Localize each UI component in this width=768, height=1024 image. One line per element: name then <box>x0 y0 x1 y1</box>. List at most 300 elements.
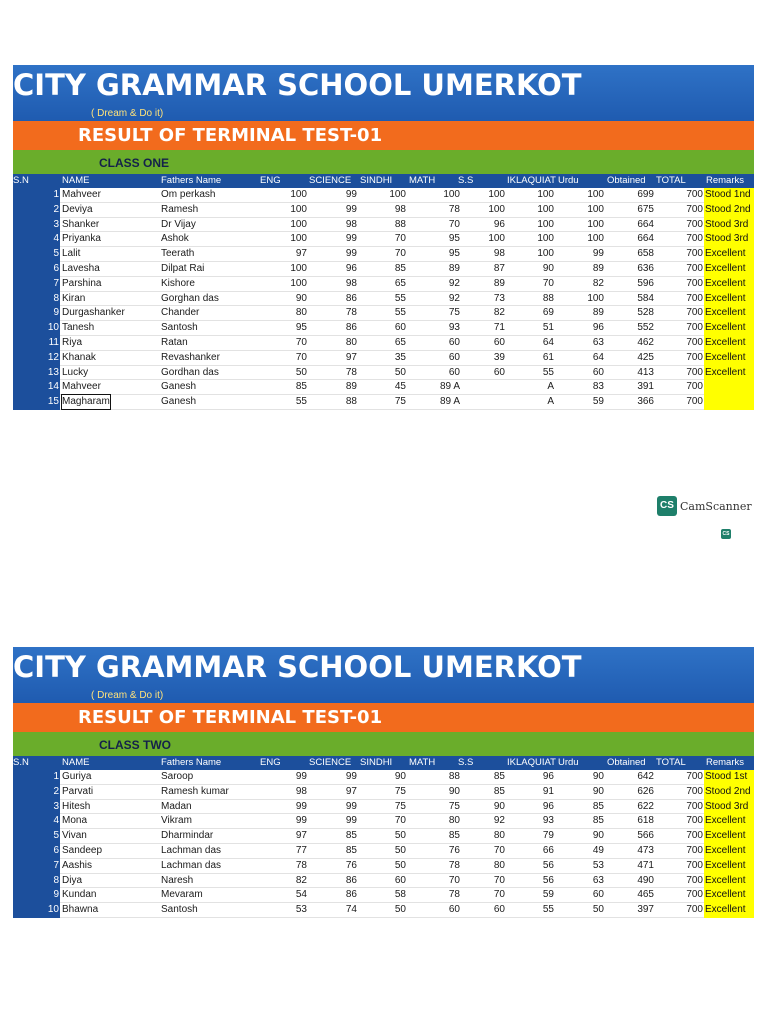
cell-ss: 89 <box>493 277 505 289</box>
serial-number-cell: 6 <box>13 262 60 277</box>
cell-ss: 60 <box>493 336 505 348</box>
cell-eng: 100 <box>290 233 307 245</box>
table-row <box>13 292 754 307</box>
cell-sindhi: 50 <box>394 904 406 916</box>
cell-father: Naresh <box>161 874 194 886</box>
cell-math: 89 A <box>439 381 460 393</box>
table-row <box>13 218 754 233</box>
column-header-sindhi: SINDHI <box>360 175 393 186</box>
cell-eng: 100 <box>290 218 307 230</box>
cell-math: 60 <box>448 904 460 916</box>
school-motto: ( Dream & Do it) <box>91 108 164 119</box>
cell-name: Priyanka <box>62 233 101 245</box>
column-header-father: Fathers Name <box>161 757 222 768</box>
cell-father: Dr Vijay <box>161 218 196 230</box>
serial-number-cell: 9 <box>13 888 60 903</box>
cell-eng: 85 <box>295 381 307 393</box>
cell-sindhi: 70 <box>394 815 406 827</box>
cell-iklaquiat: 79 <box>542 830 554 842</box>
table-row <box>13 814 754 829</box>
cell-eng: 82 <box>295 874 307 886</box>
cell-urdu: 100 <box>587 189 604 200</box>
serial-number-cell: 10 <box>13 903 60 918</box>
cell-sindhi: 60 <box>394 874 406 886</box>
cell-father: Lachman das <box>161 844 222 856</box>
cell-math: 75 <box>448 800 460 812</box>
column-header-remarks: Remarks <box>706 757 745 768</box>
cell-father: Dharmindar <box>161 830 214 842</box>
cell-total: 700 <box>686 844 703 856</box>
cell-iklaquiat: 70 <box>542 277 554 289</box>
cell-obtained: 664 <box>637 233 654 245</box>
column-header-science: SCIENCE <box>309 175 352 186</box>
table-row <box>13 395 754 410</box>
cell-eng: 77 <box>295 844 307 856</box>
cell-obtained: 584 <box>637 292 654 304</box>
school-title-bar <box>13 65 754 121</box>
cell-science: 74 <box>345 904 357 916</box>
result-sheet-class-two <box>13 647 754 918</box>
cell-science: 86 <box>345 889 357 901</box>
cell-iklaquiat: 66 <box>542 844 554 856</box>
serial-number-cell: 8 <box>13 874 60 889</box>
remarks-cell: Excellent <box>704 366 754 381</box>
column-header-total: TOTAL <box>656 757 686 768</box>
cell-sindhi: 100 <box>389 189 406 200</box>
cell-father: Teerath <box>161 248 195 260</box>
cell-obtained: 618 <box>637 815 654 827</box>
serial-number-cell: 2 <box>13 785 60 800</box>
cell-science: 88 <box>345 396 357 408</box>
cell-iklaquiat: 96 <box>542 800 554 812</box>
cell-father: Santosh <box>161 322 198 334</box>
cell-name: Aashis <box>62 859 93 871</box>
cell-obtained: 490 <box>637 874 654 886</box>
table-row <box>13 321 754 336</box>
cell-sindhi: 35 <box>394 351 406 363</box>
cell-science: 97 <box>345 351 357 363</box>
cell-total: 700 <box>686 233 703 245</box>
column-header-urdu: Urdu <box>558 175 579 186</box>
cell-iklaquiat: 90 <box>542 262 554 274</box>
cell-total: 700 <box>686 322 703 334</box>
cell-eng: 53 <box>295 904 307 916</box>
remarks-cell: Excellent <box>704 336 754 351</box>
cell-iklaquiat: 56 <box>542 859 554 871</box>
cell-urdu: 63 <box>592 874 604 886</box>
cell-urdu: 99 <box>592 248 604 260</box>
cell-eng: 99 <box>295 800 307 812</box>
column-header-ss: S.S <box>458 757 474 768</box>
serial-number-cell: 3 <box>13 218 60 233</box>
cell-obtained: 664 <box>637 218 654 230</box>
cell-urdu: 100 <box>587 203 604 215</box>
remarks-cell: Excellent <box>704 351 754 366</box>
cell-science: 86 <box>345 292 357 304</box>
column-header-sn: S.N <box>13 175 29 186</box>
cell-eng: 100 <box>290 189 307 200</box>
cell-iklaquiat: 61 <box>542 351 554 363</box>
cell-name: Vivan <box>62 830 87 842</box>
cell-ss: 71 <box>493 322 505 334</box>
cell-ss: 80 <box>493 830 505 842</box>
cell-math: 88 <box>448 771 460 782</box>
result-sheet-class-one <box>13 65 754 410</box>
cell-math: 60 <box>448 336 460 348</box>
result-title: RESULT OF TERMINAL TEST-01 <box>78 707 383 728</box>
result-title-bar <box>13 121 754 150</box>
cell-name: Lalit <box>62 248 81 260</box>
serial-number-cell: 14 <box>13 380 60 395</box>
cell-science: 99 <box>345 233 357 245</box>
serial-number-cell: 2 <box>13 203 60 218</box>
cell-father: Gorghan das <box>161 292 219 304</box>
cell-iklaquiat: 55 <box>542 366 554 378</box>
column-header-sindhi: SINDHI <box>360 757 393 768</box>
cell-urdu: 63 <box>592 336 604 348</box>
cell-name: Shanker <box>62 218 100 230</box>
column-header-sn: S.N <box>13 757 29 768</box>
cell-total: 700 <box>686 366 703 378</box>
cell-urdu: 100 <box>587 233 604 245</box>
cell-science: 99 <box>345 800 357 812</box>
cell-total: 700 <box>686 904 703 916</box>
column-header-ss: S.S <box>458 175 474 186</box>
cell-eng: 54 <box>295 889 307 901</box>
class-title: CLASS ONE <box>99 156 170 170</box>
cell-father: Ratan <box>161 336 188 348</box>
cell-math: 70 <box>448 874 460 886</box>
cell-obtained: 699 <box>637 189 654 200</box>
remarks-cell: Excellent <box>704 292 754 307</box>
cell-father: Madan <box>161 800 192 812</box>
serial-number-cell: 4 <box>13 232 60 247</box>
remarks-cell: Excellent <box>704 306 754 321</box>
cell-eng: 80 <box>295 307 307 319</box>
remarks-cell: Excellent <box>704 262 754 277</box>
cell-math: 70 <box>448 218 460 230</box>
cell-ss: 96 <box>493 218 505 230</box>
cell-math: 89 A <box>439 396 460 408</box>
cell-ss: 39 <box>493 351 505 363</box>
cell-math: 100 <box>443 189 460 200</box>
cell-ss: 87 <box>493 262 505 274</box>
table-header-row <box>13 174 754 188</box>
cell-obtained: 473 <box>637 844 654 856</box>
column-header-name: NAME <box>62 175 90 186</box>
cell-math: 78 <box>448 889 460 901</box>
cell-total: 700 <box>686 218 703 230</box>
table-body <box>13 188 754 410</box>
cell-urdu: 49 <box>592 844 604 856</box>
cell-ss: 80 <box>493 859 505 871</box>
cell-name: Parvati <box>62 785 94 797</box>
cell-iklaquiat: 55 <box>542 904 554 916</box>
cell-sindhi: 75 <box>394 396 406 408</box>
table-row <box>13 188 754 203</box>
cell-father: Ashok <box>161 233 189 245</box>
cell-father: Ramesh <box>161 203 199 215</box>
serial-number-cell: 10 <box>13 321 60 336</box>
cell-sindhi: 70 <box>394 233 406 245</box>
cell-name: Diya <box>62 874 83 886</box>
cell-urdu: 50 <box>592 904 604 916</box>
cell-father: Gordhan das <box>161 366 219 378</box>
cell-name: Deviya <box>62 203 93 215</box>
cell-father: Ramesh kumar <box>161 785 229 797</box>
cell-eng: 99 <box>295 771 307 782</box>
cell-total: 700 <box>686 785 703 797</box>
cell-urdu: 59 <box>592 396 604 408</box>
cell-obtained: 366 <box>637 396 654 408</box>
column-header-iklaquiat: IKLAQUIAT <box>507 757 556 768</box>
remarks-cell: Stood 3rd <box>704 800 754 815</box>
cell-eng: 97 <box>295 830 307 842</box>
table-row <box>13 351 754 366</box>
cell-eng: 90 <box>295 292 307 304</box>
cell-science: 99 <box>345 189 357 200</box>
cell-eng: 100 <box>290 262 307 274</box>
cell-science: 86 <box>345 322 357 334</box>
cell-math: 80 <box>448 815 460 827</box>
cell-iklaquiat: 88 <box>542 292 554 304</box>
cell-urdu: 90 <box>592 830 604 842</box>
remarks-cell: Excellent <box>704 844 754 859</box>
cell-science: 76 <box>345 859 357 871</box>
cell-ss: 70 <box>493 874 505 886</box>
cell-obtained: 566 <box>637 830 654 842</box>
table-row <box>13 800 754 815</box>
serial-number-cell: 7 <box>13 859 60 874</box>
remarks-cell <box>704 380 754 395</box>
cell-obtained: 471 <box>637 859 654 871</box>
cell-obtained: 397 <box>637 904 654 916</box>
cell-total: 700 <box>686 396 703 408</box>
table-row <box>13 785 754 800</box>
cell-father: Dilpat Rai <box>161 262 205 274</box>
serial-number-cell: 11 <box>13 336 60 351</box>
class-title-bar <box>13 150 754 174</box>
cell-ss: 100 <box>488 233 505 245</box>
cell-name: Mahveer <box>62 381 101 393</box>
cell-total: 700 <box>686 815 703 827</box>
serial-number-cell: 9 <box>13 306 60 321</box>
cell-iklaquiat: 96 <box>542 771 554 782</box>
table-row <box>13 277 754 292</box>
cell-math: 85 <box>448 830 460 842</box>
table-header-row <box>13 756 754 770</box>
column-header-iklaquiat: IKLAQUIAT <box>507 175 556 186</box>
cell-sindhi: 50 <box>394 859 406 871</box>
class-title-bar <box>13 732 754 756</box>
column-header-urdu: Urdu <box>558 757 579 768</box>
column-header-eng: ENG <box>260 175 281 186</box>
cell-total: 700 <box>686 203 703 215</box>
remarks-cell: Excellent <box>704 903 754 918</box>
serial-number-cell: 8 <box>13 292 60 307</box>
cell-eng: 50 <box>295 366 307 378</box>
cell-obtained: 425 <box>637 351 654 363</box>
cell-obtained: 675 <box>637 203 654 215</box>
cell-name: Sandeep <box>62 844 103 856</box>
cell-science: 89 <box>345 381 357 393</box>
cell-sindhi: 45 <box>394 381 406 393</box>
cell-name: Khanak <box>62 351 96 363</box>
cell-science: 78 <box>345 307 357 319</box>
cell-sindhi: 58 <box>394 889 406 901</box>
cell-eng: 100 <box>290 203 307 215</box>
cell-science: 99 <box>345 248 357 260</box>
cell-sindhi: 75 <box>394 800 406 812</box>
cell-sindhi: 88 <box>394 218 406 230</box>
serial-number-cell: 3 <box>13 800 60 815</box>
cell-eng: 70 <box>295 351 307 363</box>
column-header-eng: ENG <box>260 757 281 768</box>
cell-obtained: 642 <box>637 771 654 782</box>
table-row <box>13 903 754 918</box>
column-header-science: SCIENCE <box>309 757 352 768</box>
cell-father: Mevaram <box>161 889 203 901</box>
cell-obtained: 596 <box>637 277 654 289</box>
cell-sindhi: 85 <box>394 262 406 274</box>
cell-name: Kiran <box>62 292 86 304</box>
cell-math: 75 <box>448 307 460 319</box>
cell-total: 700 <box>686 800 703 812</box>
cell-father: Om perkash <box>161 189 216 200</box>
column-header-obtained: Obtained <box>607 757 646 768</box>
column-header-obtained: Obtained <box>607 175 646 186</box>
table-body <box>13 770 754 918</box>
cell-iklaquiat: 64 <box>542 336 554 348</box>
cell-iklaquiat: 93 <box>542 815 554 827</box>
cell-sindhi: 65 <box>394 336 406 348</box>
remarks-cell: Stood 2nd <box>704 785 754 800</box>
remarks-cell: Stood 2nd <box>704 203 754 218</box>
cell-sindhi: 75 <box>394 785 406 797</box>
serial-number-cell: 6 <box>13 844 60 859</box>
cell-ss: 73 <box>493 292 505 304</box>
serial-number-cell: 15 <box>13 395 60 410</box>
cell-math: 60 <box>448 366 460 378</box>
cell-ss: 98 <box>493 248 505 260</box>
cell-iklaquiat: 91 <box>542 785 554 797</box>
cell-iklaquiat: 100 <box>537 218 554 230</box>
cell-eng: 78 <box>295 859 307 871</box>
column-header-math: MATH <box>409 175 436 186</box>
cell-iklaquiat: 100 <box>537 233 554 245</box>
cell-science: 85 <box>345 830 357 842</box>
cell-obtained: 636 <box>637 262 654 274</box>
cell-science: 78 <box>345 366 357 378</box>
cell-total: 700 <box>686 351 703 363</box>
cell-sindhi: 50 <box>394 844 406 856</box>
serial-number-cell: 4 <box>13 814 60 829</box>
cell-name: Durgashanker <box>62 307 125 319</box>
cell-math: 93 <box>448 322 460 334</box>
cell-eng: 100 <box>290 277 307 289</box>
cell-ss: 92 <box>493 815 505 827</box>
cell-sindhi: 60 <box>394 322 406 334</box>
cell-obtained: 622 <box>637 800 654 812</box>
cell-obtained: 658 <box>637 248 654 260</box>
cell-name: Parshina <box>62 277 102 289</box>
cell-science: 98 <box>345 277 357 289</box>
class-title: CLASS TWO <box>99 738 171 752</box>
cell-urdu: 100 <box>587 292 604 304</box>
table-row <box>13 247 754 262</box>
cell-eng: 98 <box>295 785 307 797</box>
cell-father: Santosh <box>161 904 198 916</box>
cell-iklaquiat: A <box>547 396 554 408</box>
cell-total: 700 <box>686 262 703 274</box>
cell-eng: 99 <box>295 815 307 827</box>
cell-ss: 60 <box>493 366 505 378</box>
cell-obtained: 528 <box>637 307 654 319</box>
cell-science: 99 <box>345 771 357 782</box>
cell-urdu: 60 <box>592 889 604 901</box>
remarks-cell: Excellent <box>704 859 754 874</box>
school-motto: ( Dream & Do it) <box>91 690 164 701</box>
cell-math: 76 <box>448 844 460 856</box>
cell-obtained: 462 <box>637 336 654 348</box>
cell-total: 700 <box>686 889 703 901</box>
cell-total: 700 <box>686 859 703 871</box>
cell-science: 80 <box>345 336 357 348</box>
remarks-cell <box>704 395 754 410</box>
serial-number-cell: 7 <box>13 277 60 292</box>
serial-number-cell: 12 <box>13 351 60 366</box>
cell-ss: 70 <box>493 844 505 856</box>
cell-math: 78 <box>448 859 460 871</box>
cell-total: 700 <box>686 277 703 289</box>
remarks-cell: Excellent <box>704 247 754 262</box>
cell-total: 700 <box>686 336 703 348</box>
remarks-cell: Excellent <box>704 321 754 336</box>
cell-math: 95 <box>448 248 460 260</box>
cell-obtained: 391 <box>637 381 654 393</box>
remarks-cell: Excellent <box>704 874 754 889</box>
cell-obtained: 413 <box>637 366 654 378</box>
cell-science: 97 <box>345 785 357 797</box>
cell-ss: 60 <box>493 904 505 916</box>
cell-science: 86 <box>345 874 357 886</box>
table-row <box>13 859 754 874</box>
cell-iklaquiat: 100 <box>537 203 554 215</box>
cell-iklaquiat: 56 <box>542 874 554 886</box>
cell-urdu: 53 <box>592 859 604 871</box>
cell-iklaquiat: 51 <box>542 322 554 334</box>
cell-total: 700 <box>686 248 703 260</box>
cell-obtained: 465 <box>637 889 654 901</box>
cell-obtained: 552 <box>637 322 654 334</box>
cell-sindhi: 55 <box>394 292 406 304</box>
cell-urdu: 60 <box>592 366 604 378</box>
cell-name: Bhawna <box>62 904 99 916</box>
cell-father: Lachman das <box>161 859 222 871</box>
cell-name: Kundan <box>62 889 97 901</box>
cell-urdu: 64 <box>592 351 604 363</box>
cell-father: Chander <box>161 307 200 319</box>
cell-sindhi: 50 <box>394 830 406 842</box>
cell-name: Tanesh <box>62 322 95 334</box>
cell-eng: 97 <box>295 248 307 260</box>
remarks-cell: Excellent <box>704 829 754 844</box>
cell-sindhi: 70 <box>394 248 406 260</box>
table-row <box>13 888 754 903</box>
cell-science: 98 <box>345 218 357 230</box>
camscanner-logo-icon: CS <box>657 496 677 516</box>
cell-name: Riya <box>62 336 83 348</box>
